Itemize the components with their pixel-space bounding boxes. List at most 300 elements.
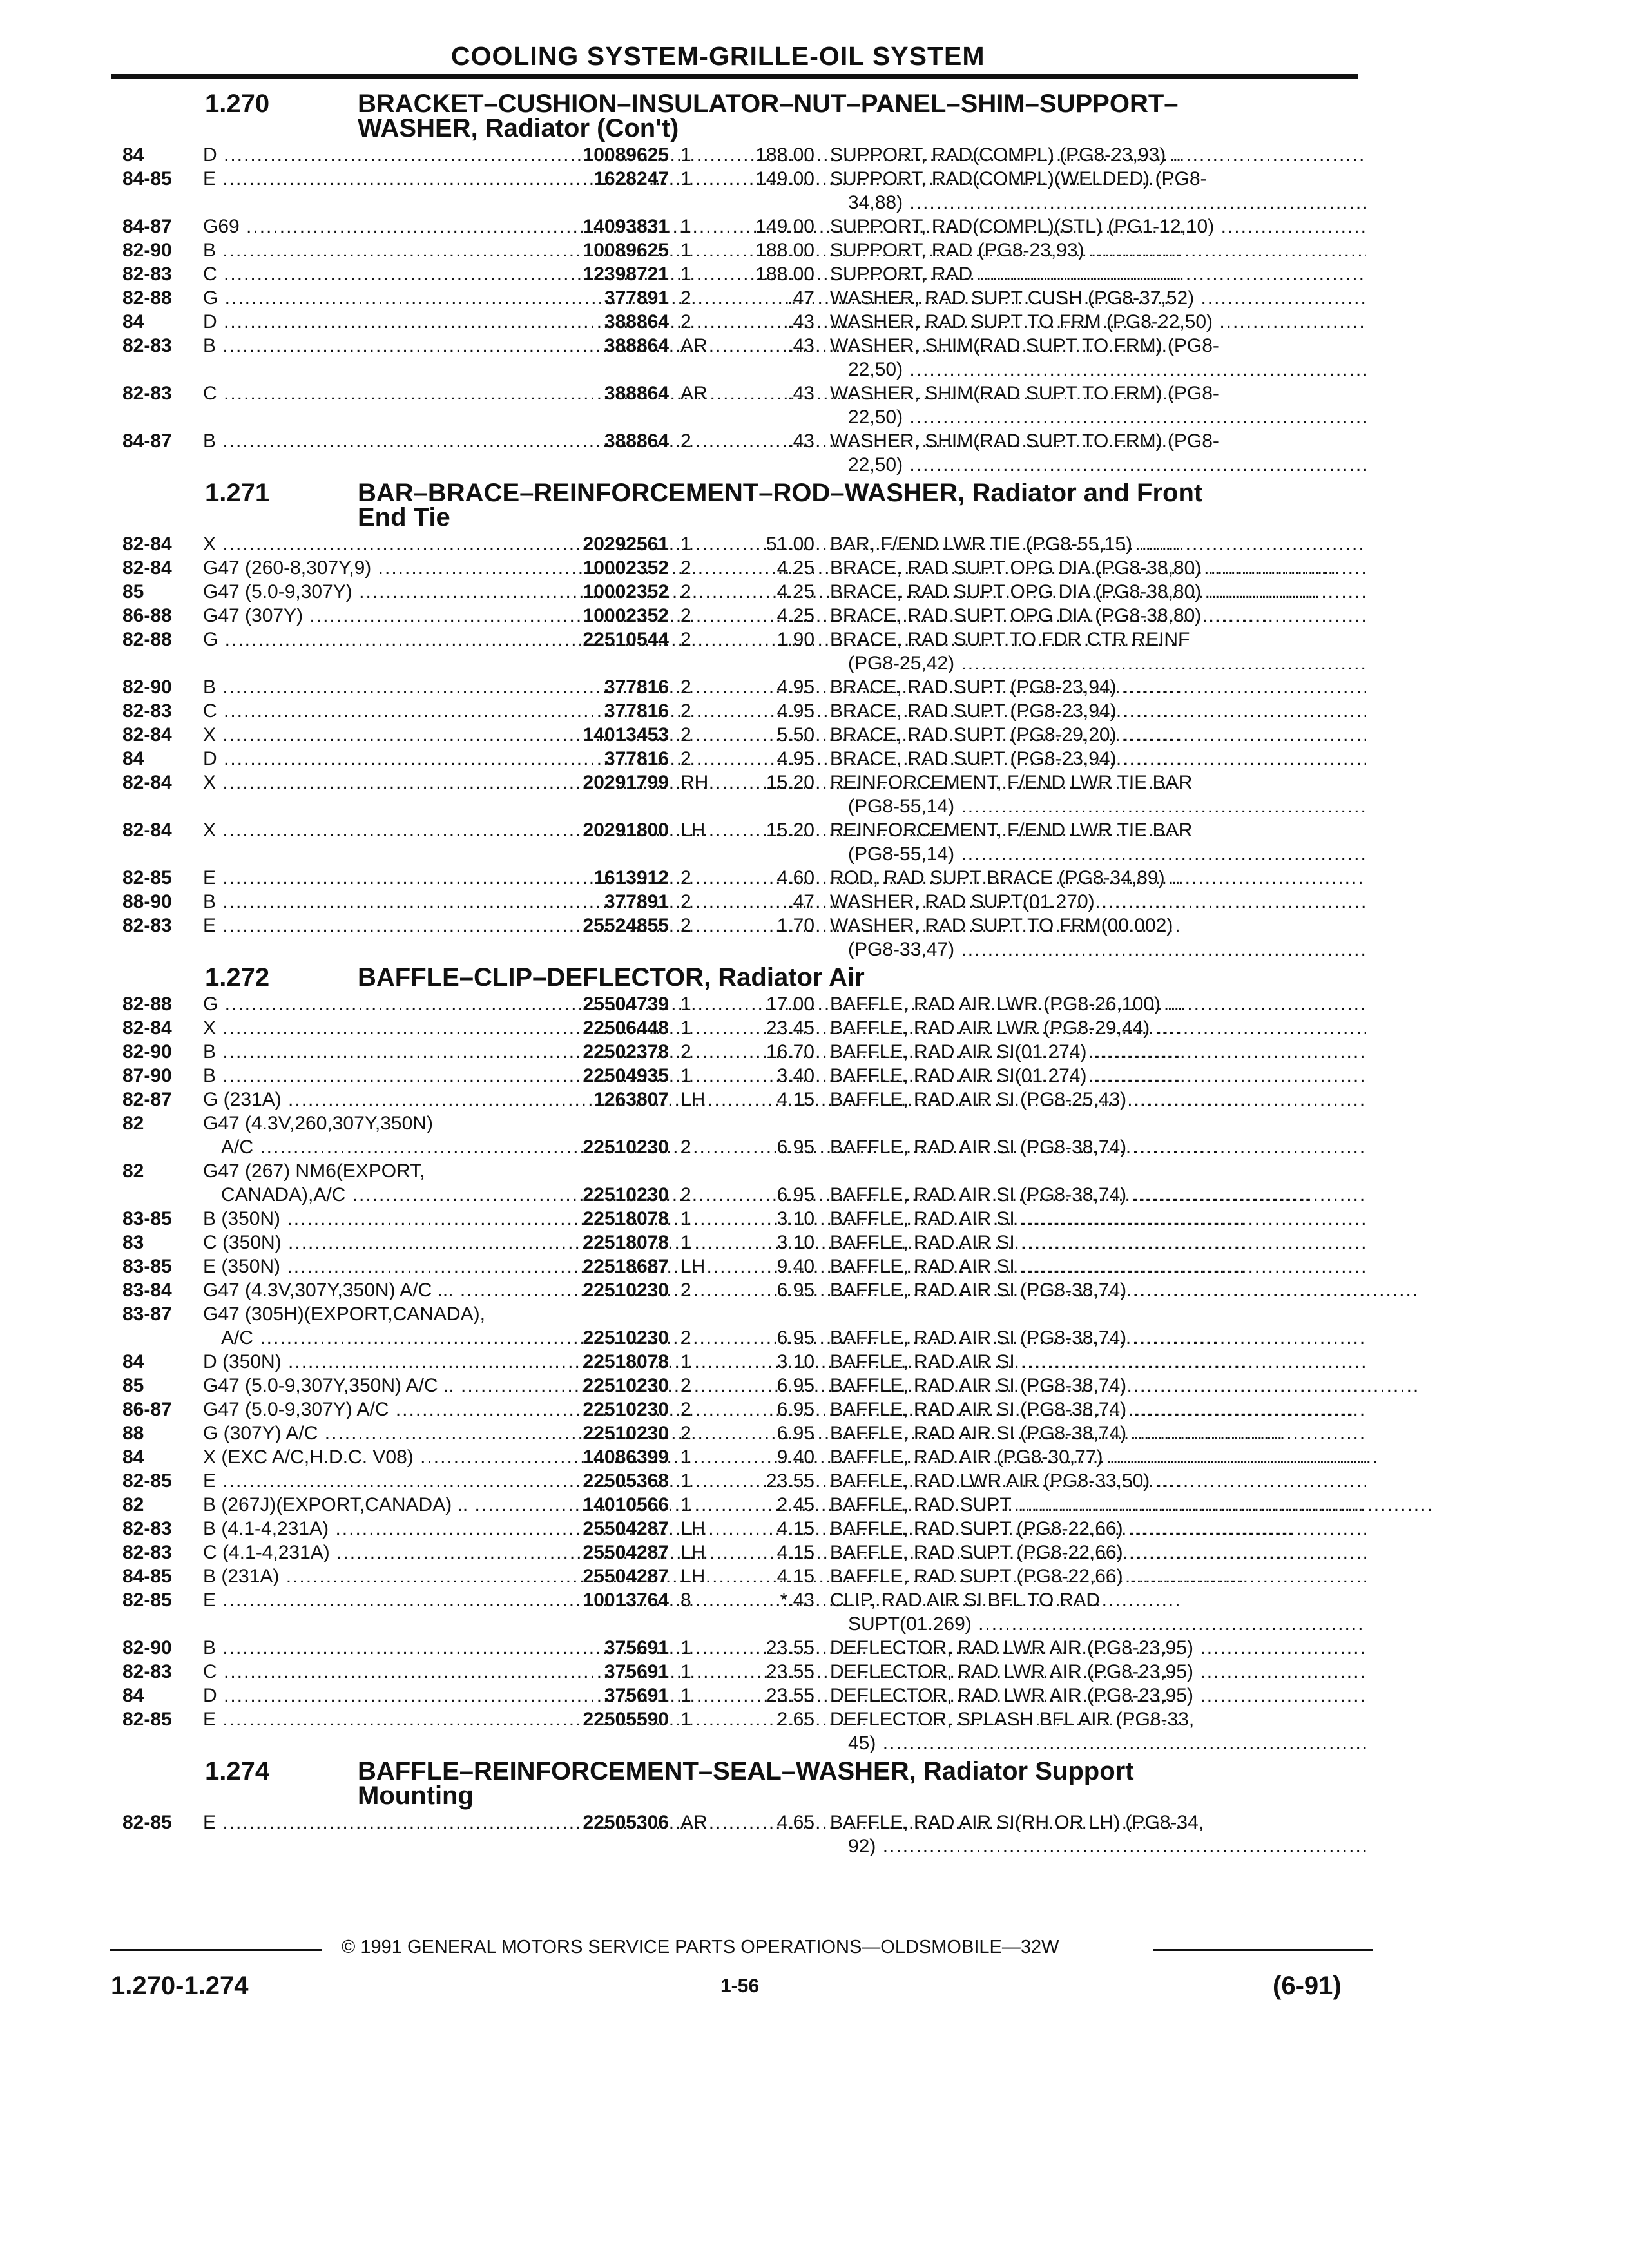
description-line: X ..... [203,532,545,556]
description-line: G47 (5.0-9,307Y,350N) A/C .. ..... [203,1374,545,1398]
part-name-line: 22,50) ..... [830,358,1366,381]
part-number: 377816 [604,748,669,769]
model-years: 84 [122,1685,144,1706]
part-row [122,1016,1366,1040]
part-name-line: BAFFLE, RAD SUPT (PG8-22,66) ..... [830,1541,1366,1564]
price: 4.15 [776,1566,815,1587]
part-row [122,556,1366,580]
model-description [203,1469,545,1493]
part-row [122,238,1366,262]
description-line: B ..... [203,1040,545,1064]
part-number: 22505368 [583,1470,669,1492]
model-description [203,286,545,310]
price: 6.95 [776,1375,815,1396]
part-row [122,1374,1366,1398]
price: .47 [787,891,815,912]
part-name-line: WASHER, SHIM(RAD SUPT TO FRM) (PG8- [830,335,1219,356]
part-name-line: BAFFLE, RAD AIR SI(01.274) ..... [830,1040,1366,1064]
part-name-line: BAFFLE, RAD AIR SI(01.274) ..... [830,1064,1366,1088]
price: 4.15 [776,1542,815,1563]
model-years: 82-84 [122,820,172,841]
part-name-line: BAFFLE, RAD AIR SI (PG8-38,74) ..... [830,1421,1366,1445]
model-description [203,1636,545,1660]
price: 6.95 [776,1399,815,1420]
part-number: 377816 [604,677,669,698]
price: 149.00 [755,168,815,189]
price: 15.20 [766,820,815,841]
part-number: 22518078 [583,1208,669,1229]
model-description [203,1040,545,1064]
price: 3.10 [776,1232,815,1253]
footer-date: (6-91) [1273,1972,1342,2000]
description-line: G ..... [203,992,545,1016]
footer-page-number: 1-56 [720,1975,760,1997]
model-years: 82-83 [122,264,172,285]
model-years: 82-88 [122,994,172,1015]
part-row [122,1302,1366,1350]
quantity: 1 [680,168,691,189]
quantity: LH [680,1089,706,1110]
model-description [203,1231,545,1254]
part-name-line: BAFFLE, RAD AIR SI (PG8-38,74) ..... [830,1398,1366,1421]
quantity: 2 [680,677,691,698]
quantity: 2 [680,1375,691,1396]
price: 23.55 [766,1637,815,1658]
part-row [122,1541,1366,1564]
description-line: C (350N) ..... [203,1231,545,1254]
part-name-line: BAFFLE, RAD SUPT (PG8-22,66) ..... [830,1564,1366,1588]
description-line: G (231A) ..... [203,1088,545,1111]
part-row [122,723,1366,747]
description-line: C ..... [203,1660,545,1684]
description-line: E ..... [203,1588,545,1612]
description-line: G47 (5.0-9,307Y) ..... [203,580,545,604]
part-row [122,1088,1366,1111]
model-years: 83 [122,1232,144,1253]
part-row [122,1159,1366,1207]
description-line: B (231A) ..... [203,1564,545,1588]
description-line: C (4.1-4,231A) ..... [203,1541,545,1564]
part-row [122,866,1366,890]
part-name-line: SUPPORT, RAD(COMPL) (PG8-23,93) ..... [830,143,1366,167]
part-number: 22510230 [583,1423,669,1444]
model-description [203,1088,545,1111]
part-row [122,167,1366,215]
model-description [203,238,545,262]
quantity: 2 [680,1280,691,1301]
part-number: 1613912 [593,867,669,889]
part-name-line: BRACE, RAD SUPT OPG DIA (PG8-38,80) ..... [830,604,1366,628]
quantity: 2 [680,1423,691,1444]
model-years: 84 [122,144,144,166]
model-years: 82-90 [122,1041,172,1062]
description-line: E ..... [203,167,545,191]
part-number: 25504739 [583,994,669,1015]
price: 23.55 [766,1661,815,1682]
description-line: G ..... [203,628,545,651]
model-description [203,381,545,405]
section-title: BAFFLE–REINFORCEMENT–SEAL–WASHER, Radiator Support Mounting [358,1757,1134,1810]
model-description [203,580,545,604]
model-years: 83-85 [122,1208,172,1229]
part-row [122,818,1366,866]
model-years: 82-84 [122,724,172,745]
part-name-line: ROD, RAD SUPT BRACE (PG8-34,89) ..... [830,866,1366,890]
part-name-line: (PG8-55,14) ..... [830,842,1366,866]
description-line: G47 (4.3V,307Y,350N) A/C ... ..... [203,1278,545,1302]
price: 4.15 [776,1518,815,1539]
part-number: 375691 [604,1661,669,1682]
price: 6.95 [776,1184,815,1206]
price: 4.60 [776,867,815,889]
section-heading [122,1759,1366,1808]
price: 4.65 [776,1812,815,1833]
model-description [203,604,545,628]
description-line: X ..... [203,818,545,842]
model-description [203,1016,545,1040]
model-description [203,429,545,453]
quantity: LH [680,820,706,841]
part-number: 22510230 [583,1184,669,1206]
part-number: 22510230 [583,1137,669,1158]
part-name-line: BAFFLE, RAD AIR LWR (PG8-26,100) ..... [830,992,1366,1016]
model-years: 82-84 [122,533,172,555]
description-line: B (350N) ..... [203,1207,545,1231]
part-name-line: SUPT(01.269) ..... [830,1612,1366,1636]
description-line: E (350N) ..... [203,1254,545,1278]
part-name-line: WASHER, SHIM(RAD SUPT TO FRM) (PG8- [830,383,1219,404]
quantity: 1 [680,1446,691,1468]
quantity: 2 [680,1184,691,1206]
quantity: 1 [680,1017,691,1039]
part-row [122,1684,1366,1707]
price: .43 [787,335,815,356]
parts-section [122,1759,1366,1858]
description-line: G47 (260-8,307Y,9) ..... [203,556,545,580]
footer-section-range: 1.270-1.274 [111,1972,249,2000]
part-number: 22505590 [583,1709,669,1730]
part-row [122,429,1366,477]
part-name-line: BAFFLE, RAD AIR SI(RH OR LH) (PG8-34, [830,1812,1204,1833]
quantity: RH [680,772,709,793]
quantity: 1 [680,994,691,1015]
price: 15.20 [766,772,815,793]
description-line: G47 (305H)(EXPORT,CANADA), [203,1303,485,1325]
part-row [122,1231,1366,1254]
price: 23.55 [766,1470,815,1492]
part-row [122,1811,1366,1858]
part-row [122,1493,1366,1517]
part-row [122,1588,1366,1636]
quantity: 2 [680,557,691,579]
part-row [122,1350,1366,1374]
quantity: 2 [680,1041,691,1062]
part-name-line: REINFORCEMENT, F/END LWR TIE BAR [830,820,1193,841]
section-heading [122,481,1366,530]
description-line: B (267J)(EXPORT,CANADA) .. ..... [203,1493,545,1517]
parts-section [122,481,1366,961]
price: 4.25 [776,557,815,579]
price: 6.95 [776,1137,815,1158]
price: .43 [787,383,815,404]
quantity: 1 [680,533,691,555]
model-description [203,1111,545,1159]
section-heading [122,91,1366,140]
model-description [203,215,545,238]
price: .47 [787,287,815,309]
part-row [122,1207,1366,1231]
parts-section [122,91,1366,477]
price: 1.90 [776,629,815,650]
part-row [122,1278,1366,1302]
quantity: 1 [680,1685,691,1706]
model-years: 82-83 [122,700,172,722]
description-line: G ..... [203,286,545,310]
model-years: 85 [122,1375,144,1396]
model-description [203,675,545,699]
part-number: 10002352 [583,605,669,626]
model-description [203,890,545,914]
model-years: 83-87 [122,1303,172,1325]
description-line: B ..... [203,675,545,699]
price: 23.45 [766,1017,815,1039]
part-name-line: BAFFLE, RAD AIR SI ..... [830,1207,1366,1231]
price: 4.95 [776,677,815,698]
model-years: 82-85 [122,1470,172,1492]
model-description [203,723,545,747]
quantity: 2 [680,915,691,936]
quantity: 2 [680,311,691,332]
price: *.43 [780,1590,815,1611]
part-row [122,675,1366,699]
quantity: LH [680,1518,706,1539]
model-description [203,1302,545,1350]
model-description [203,1541,545,1564]
price: 6.95 [776,1423,815,1444]
quantity: LH [680,1566,706,1587]
model-years: 84 [122,1446,144,1468]
part-name-line: DEFLECTOR, RAD LWR AIR (PG8-23,95) ..... [830,1636,1366,1660]
part-number: 22506448 [583,1017,669,1039]
model-description [203,771,545,794]
description-line: X ..... [203,1016,545,1040]
price: 4.95 [776,700,815,722]
part-name-line: BAFFLE, RAD AIR SI (PG8-38,74) ..... [830,1374,1366,1398]
price: 3.10 [776,1208,815,1229]
model-description [203,1707,545,1731]
description-line: D ..... [203,1684,545,1707]
part-number: 22510544 [583,629,669,650]
model-years: 83-84 [122,1280,172,1301]
footer-rule-right [1153,1949,1373,1951]
price: .43 [787,311,815,332]
part-row [122,1517,1366,1541]
description-line: X (EXC A/C,H.D.C. V08) ..... [203,1445,545,1469]
part-number: 25504287 [583,1542,669,1563]
part-name-line: (PG8-55,14) ..... [830,794,1366,818]
description-line: D ..... [203,747,545,771]
part-number: 14013453 [583,724,669,745]
part-number: 25504287 [583,1566,669,1587]
quantity: 1 [680,1208,691,1229]
part-row [122,1254,1366,1278]
price: 6.95 [776,1280,815,1301]
description-line: G47 (267) NM6(EXPORT, [203,1160,425,1182]
description-line: CANADA),A/C ..... [203,1183,545,1207]
part-name-line: BRACE, RAD SUPT TO FDR CTR REINF [830,629,1190,650]
part-number: 388864 [604,335,669,356]
model-years: 82-84 [122,772,172,793]
model-description [203,1660,545,1684]
quantity: 2 [680,891,691,912]
part-name-line: BAFFLE, RAD AIR (PG8-30,77) ..... [830,1445,1366,1469]
description-line: C ..... [203,262,545,286]
part-name-line: 34,88) ..... [830,191,1366,215]
model-years: 84-85 [122,1566,172,1587]
quantity: 1 [680,1494,691,1515]
part-name-line: 45) ..... [830,1731,1366,1755]
model-years: 88-90 [122,891,172,912]
part-row [122,1707,1366,1755]
price: 149.00 [755,216,815,237]
description-line: X ..... [203,723,545,747]
description-line: G47 (4.3V,260,307Y,350N) [203,1113,433,1134]
part-number: 12398721 [583,264,669,285]
part-name-line: SUPPORT, RAD(COMPL)(WELDED) (PG8- [830,168,1207,189]
part-name-line: REINFORCEMENT, F/END LWR TIE BAR [830,772,1193,793]
part-number: 388864 [604,383,669,404]
quantity: 1 [680,1351,691,1372]
price: 188.00 [755,144,815,166]
part-number: 22518687 [583,1256,669,1277]
part-name-line: BAFFLE, RAD AIR SI (PG8-38,74) ..... [830,1135,1366,1159]
part-number: 10089625 [583,144,669,166]
part-number: 20291800 [583,820,669,841]
description-line: B ..... [203,334,545,358]
model-years: 83-85 [122,1256,172,1277]
model-description [203,747,545,771]
part-name-line: BRACE, RAD SUPT (PG8-29,20) ..... [830,723,1366,747]
model-years: 87-90 [122,1065,172,1086]
model-description [203,167,545,191]
part-row [122,310,1366,334]
model-description [203,556,545,580]
part-name-line: BAFFLE, RAD SUPT ..... [830,1493,1366,1517]
section-title: BAFFLE–CLIP–DEFLECTOR, Radiator Air [358,963,865,992]
part-row [122,747,1366,771]
part-name-line: WASHER, SHIM(RAD SUPT TO FRM) (PG8- [830,430,1219,452]
model-years: 84-85 [122,168,172,189]
model-description [203,143,545,167]
model-description [203,914,545,937]
model-years: 82 [122,1160,144,1182]
price: 188.00 [755,240,815,261]
part-number: 22510230 [583,1375,669,1396]
quantity: 2 [680,748,691,769]
quantity: 2 [680,867,691,889]
part-name-line: BAFFLE, RAD AIR SI ..... [830,1350,1366,1374]
part-row [122,1064,1366,1088]
part-number: 22510230 [583,1327,669,1349]
part-row [122,1564,1366,1588]
model-years: 82-90 [122,1637,172,1658]
part-name-line: WASHER, RAD SUPT(01.270) ..... [830,890,1366,914]
price: 23.55 [766,1685,815,1706]
model-description [203,1588,545,1612]
section-number: 1.272 [205,963,270,992]
part-row [122,771,1366,818]
part-name-line: WASHER, RAD SUPT TO FRM (PG8-22,50) ..... [830,310,1366,334]
part-name-line: (PG8-25,42) ..... [830,651,1366,675]
model-description [203,532,545,556]
part-name-line: 22,50) ..... [830,405,1366,429]
quantity: 1 [680,1637,691,1658]
part-row [122,1445,1366,1469]
part-number: 377891 [604,287,669,309]
quantity: 2 [680,724,691,745]
model-description [203,1421,545,1445]
description-line: B ..... [203,890,545,914]
model-description [203,1398,545,1421]
quantity: 1 [680,264,691,285]
section-title: BAR–BRACE–REINFORCEMENT–ROD–WASHER, Radiator and Front End Tie [358,479,1203,532]
quantity: AR [680,335,708,356]
model-years: 86-88 [122,605,172,626]
part-number: 25504287 [583,1518,669,1539]
part-name-line: BAFFLE, RAD AIR LWR (PG8-29,44) ..... [830,1016,1366,1040]
model-years: 82-85 [122,867,172,889]
part-name-line: BRACE, RAD SUPT (PG8-23,94) ..... [830,699,1366,723]
part-number: 10002352 [583,557,669,579]
model-description [203,866,545,890]
description-line: E ..... [203,1469,545,1493]
quantity: LH [680,1256,706,1277]
price: 17.00 [766,994,815,1015]
model-years: 82-85 [122,1709,172,1730]
description-line: G47 (307Y) ..... [203,604,545,628]
part-name-line: BAFFLE, RAD AIR SI ..... [830,1231,1366,1254]
model-years: 84-87 [122,430,172,452]
quantity: 1 [680,240,691,261]
part-row [122,334,1366,381]
model-description [203,334,545,358]
description-line: D ..... [203,143,545,167]
part-row [122,381,1366,429]
part-number: 375691 [604,1685,669,1706]
model-years: 82-88 [122,629,172,650]
part-name-line: BRACE, RAD SUPT OPG DIA (PG8-38,80) ..... [830,556,1366,580]
part-number: 14010566 [583,1494,669,1515]
part-row [122,604,1366,628]
model-years: 84-87 [122,216,172,237]
part-name-line: DEFLECTOR, SPLASH BFL AIR (PG8-33, [830,1709,1195,1730]
price: 1.70 [776,915,815,936]
part-name-line: BAFFLE, RAD AIR SI (PG8-38,74) ..... [830,1183,1366,1207]
model-years: 82-83 [122,1518,172,1539]
part-row [122,286,1366,310]
part-number: 375691 [604,1637,669,1658]
part-number: 22502378 [583,1041,669,1062]
model-description [203,1064,545,1088]
section-number: 1.274 [205,1757,270,1785]
part-number: 10089625 [583,240,669,261]
description-line: A/C ..... [203,1326,545,1350]
quantity: 2 [680,1137,691,1158]
quantity: 1 [680,216,691,237]
quantity: 2 [680,700,691,722]
model-description [203,628,545,651]
part-number: 1263807 [593,1089,669,1110]
